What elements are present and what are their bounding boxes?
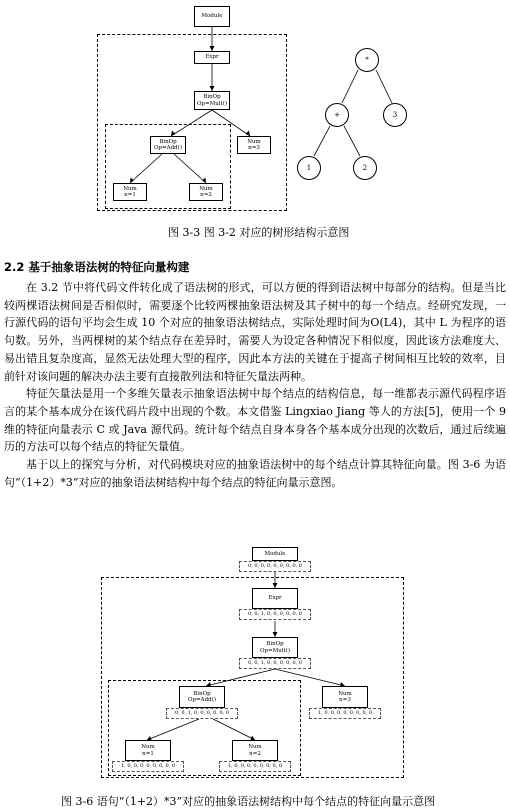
binop-mult-node: BinOp Op=Mult()	[194, 91, 230, 110]
tree-node-3: 3	[383, 103, 407, 127]
num-1-node-2: Num n=1	[125, 740, 171, 761]
num-2-node: Num n=2	[189, 183, 223, 201]
paragraph-2: 特征矢量法是用一个多维矢量表示抽象语法树中每个结点的结构信息，每一维都表示源代码程序语言的某个基本成分在该代码片段中出现的个数。本文借鉴 Lingxiao Jiang 等人的方法[5]，使用一个 9 维的特征向量表示 C 或 Java 源代码。统计每个结点自身本身各个基本成分出现的次数后，通过后续遍历的方法可以每个结点的特征矢量值。	[4, 387, 506, 454]
tree-node-2: 2	[353, 156, 377, 180]
num-1-vector: 1, 0, 0, 0, 0, 0, 0, 0, 0	[112, 761, 184, 772]
tree-node-plus: +	[325, 103, 349, 127]
num-3-node-2: Num n=3	[322, 686, 368, 708]
binop-mult-node-2: BinOp Op=Mult()	[252, 637, 298, 658]
figure-3-3-caption: 图 3-3 图 3-2 对应的树形结构示意图	[168, 226, 350, 239]
expr-node: Expr	[194, 51, 230, 64]
module-node: Module	[194, 6, 230, 27]
paragraph-1: 在 3.2 节中将代码文件转化成了语法树的形式，可以方便的得到语法树中每部分的结构。但是当比较两棵语法树间是否相似时，需要逐个比较两棵抽象语法树及其子树中的每一个结点。经研究发现，一行源代码的语句平均会生成 10 个对应的抽象语法树结点，实际处理时间为O(L4)，其中 L 为程序的语句数。另外，当两棵树的某个结点存在差异时，需要人为设定各种情况下相似度，因此该方法难度大、易出错且复杂度高，显然无法处理大型的程序，因此本方法的关键在于提高子树间相互比较的效率，目前针对该问题的解决办法主要有直接散列法和特征矢量法两种。	[4, 281, 506, 383]
section-heading: 2.2 基于抽象语法树的特征向量构建	[4, 260, 190, 274]
figure-3-6-caption: 图 3-6 语句“（1+2）*3”对应的抽象语法树结构中每个结点的特征向量示意图	[61, 795, 436, 808]
expr-vector: 0, 0, 1, 0, 0, 0, 0, 0, 0	[239, 609, 311, 620]
tree-node-1: 1	[297, 156, 321, 180]
num-3-vector: 1, 0, 0, 0, 0, 0, 0, 0, 0	[309, 708, 381, 719]
tree-node-multiply: *	[355, 48, 379, 72]
binop-mult-vector: 0, 0, 1, 0, 0, 0, 0, 0, 0	[239, 658, 311, 669]
paragraph-3: 基于以上的探究与分析，对代码模块对应的抽象语法树中的每个结点计算其特征向量。图 3-6 为语句“（1+2）*3”对应的抽象语法树结构中每个结点的特征向量示意图。	[4, 458, 506, 489]
binop-add-node-2: BinOp Op=Add()	[179, 686, 225, 708]
num-2-node-2: Num n=2	[232, 740, 278, 761]
num-3-node: Num n=3	[237, 136, 271, 154]
num-2-vector: 1, 0, 0, 0, 0, 0, 0, 0, 0	[219, 761, 291, 772]
binop-add-node: BinOp Op=Add()	[150, 136, 186, 154]
module-vector: 0, 0, 0, 0, 0, 0, 0, 0, 0	[239, 561, 311, 572]
binop-add-vector: 0, 0, 1, 0, 0, 0, 0, 0, 0	[166, 708, 238, 719]
num-1-node: Num n=1	[113, 183, 147, 201]
module-node-2: Module	[252, 547, 298, 561]
expr-node-2: Expr	[252, 588, 298, 609]
